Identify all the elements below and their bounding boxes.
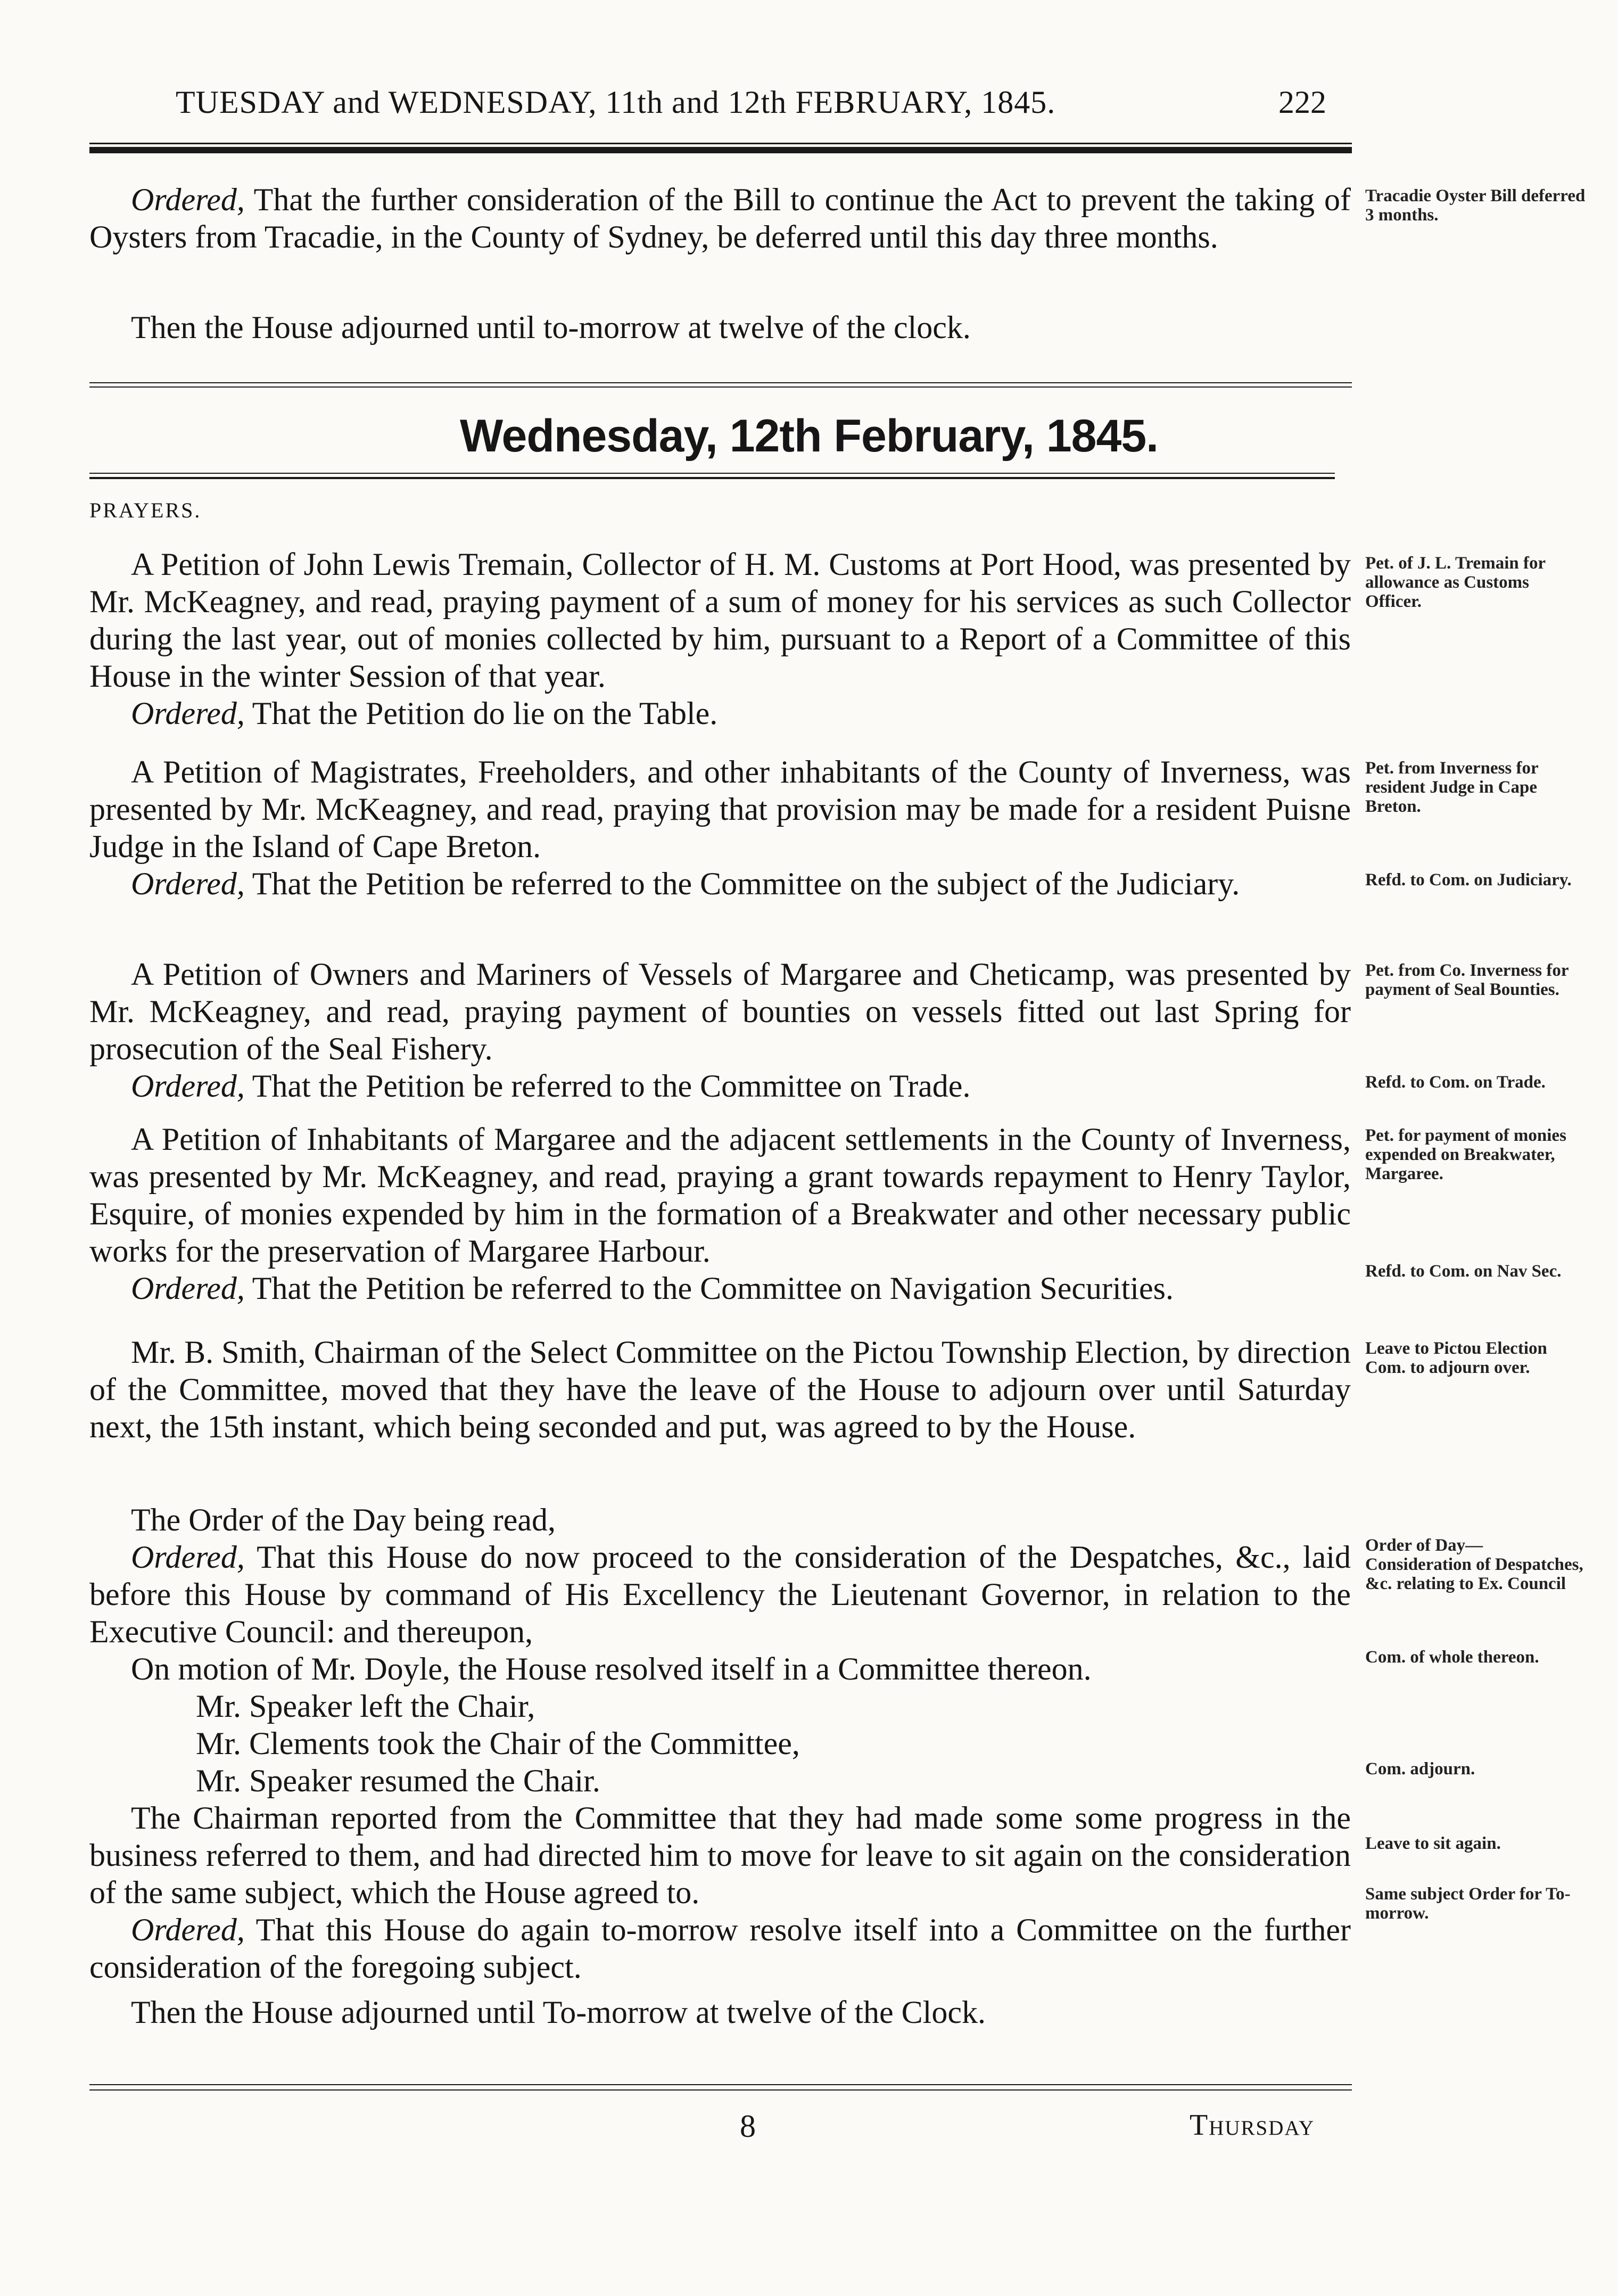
paragraph-text: A Petition of Inhabitants of Margaree and the adjacent settlements in the County of Inverness, was presented by Mr. McKeagney, and read, praying a grant towards repayment to Henry Taylor, Esquire, of monies expended by him in the formation of a Breakwater and other necessary public works for the preservation of Margaree Harbour. <box>89 1122 1351 1269</box>
order-text: That the Petition be referred to the Committee on Trade. <box>244 1068 971 1104</box>
section-rule-top-2 <box>89 386 1352 388</box>
page-number: 222 <box>1278 85 1326 120</box>
header-rule-thin <box>89 143 1352 144</box>
margin-note-breakwater: Pet. for payment of monies expended on Breakwater, Margaree. <box>1365 1126 1566 1183</box>
paragraph-text: A Petition of John Lewis Tremain, Collector of H. M. Customs at Port Hood, was presented by Mr. McKeagney, and read, praying payment of a sum of money for his services as such Collector during the last year, out of monies collected by him, pursuant to a Report of a Committee of this House in the winter Session of that year. <box>89 547 1351 694</box>
margin-note-inverness-judge: Pet. from Inverness for resident Judge in Cape Breton. <box>1365 759 1539 816</box>
paragraph-pictou-election <box>89 1334 1351 1445</box>
paragraph-text: Then the House adjourned until to-morrow at twelve of the clock. <box>131 310 971 345</box>
section-rule-bottom <box>89 473 1335 474</box>
ordered-label: Ordered, <box>131 1271 245 1306</box>
clements-chair-line: Mr. Clements took the Chair of the Committee, <box>196 1726 800 1761</box>
ordered-label: Ordered, <box>131 696 245 731</box>
section-rule-top <box>89 382 1352 383</box>
ordered-label: Ordered, <box>131 182 245 217</box>
margin-note-nav-sec: Refd. to Com. on Nav Sec. <box>1365 1262 1562 1281</box>
margin-note-tremain: Pet. of J. L. Tremain for allowance as Customs Officer. <box>1365 554 1546 611</box>
ordered-label: Ordered, <box>131 1068 245 1104</box>
paragraph-text: Mr. B. Smith, Chairman of the Select Committee on the Pictou Township Election, by direction of the Committee, moved that they have the leave of the House to adjourn over until Saturday next, the 15th instant, which being seconded and put, was agreed to by the House. <box>89 1335 1351 1444</box>
signature-mark: 8 <box>740 2109 756 2144</box>
paragraph-text: A Petition of Owners and Mariners of Vessels of Margaree and Cheticamp, was presented by Mr. McKeagney, and read, praying payment of bounties on vessels fitted out last Spring for prosecution of the Seal Fishery. <box>89 957 1351 1066</box>
order-of-day-intro: The Order of the Day being read, <box>131 1502 556 1537</box>
order-text: That this House do again to-morrow resolve itself into a Committee on the further consideration of the foregoing subject. <box>89 1912 1351 1985</box>
catchword: Thursday <box>1190 2109 1315 2142</box>
ordered-label: Ordered, <box>131 1912 245 1947</box>
paragraph-tracadie-bill <box>89 181 1351 256</box>
date-heading: Wednesday, 12th February, 1845. <box>459 410 1159 462</box>
page-header-title: TUESDAY and WEDNESDAY, 11th and 12th FEBRUARY, 1845. <box>176 85 1056 120</box>
footer-rule-1 <box>89 2084 1352 2085</box>
order-text: That this House do now proceed to the consideration of the Despatches, &c., laid before this House by command of His Excellency the Lieutenant Governor, in relation to the Executive Council: and thereupon, <box>89 1540 1351 1649</box>
margin-note-pictou: Leave to Pictou Election Com. to adjourn over. <box>1365 1339 1547 1377</box>
footer-rule-2 <box>89 2089 1352 2091</box>
margin-note-trade: Refd. to Com. on Trade. <box>1365 1073 1546 1092</box>
margin-note-tracadie: Tracadie Oyster Bill deferred 3 months. <box>1365 186 1586 225</box>
chairman-report: The Chairman reported from the Committee that they had made some some progress in the business referred to them, and had directed him to move for leave to sit again on the consideration of the same subject, which the House agreed to. <box>89 1800 1351 1910</box>
margin-note-leave-sit: Leave to sit again. <box>1365 1834 1501 1853</box>
paragraph-text: That the further consideration of the Bill to continue the Act to prevent the taking of Oysters from Tracadie, in the County of Sydney, be deferred until this day three months. <box>89 182 1351 254</box>
margin-note-same-subject: Same subject Order for To-morrow. <box>1365 1884 1571 1923</box>
margin-note-judiciary: Refd. to Com. on Judiciary. <box>1365 870 1572 890</box>
section-rule-bottom-2 <box>89 477 1335 479</box>
paragraph-inverness-judge <box>89 753 1351 902</box>
margin-note-seal-bounties: Pet. from Co. Inverness for payment of Seal Bounties. <box>1365 961 1569 999</box>
prayers-label: PRAYERS. <box>89 498 202 522</box>
paragraph-tremain-petition <box>89 546 1351 732</box>
ordered-label: Ordered, <box>131 1540 245 1575</box>
paragraph-margaree-breakwater <box>89 1121 1351 1307</box>
order-text: That the Petition be referred to the Committee on the subject of the Judiciary. <box>244 866 1240 901</box>
motion-text: On motion of Mr. Doyle, the House resolved itself in a Committee thereon. <box>131 1651 1092 1686</box>
margin-note-com-adjourn: Com. adjourn. <box>1365 1759 1475 1779</box>
order-text: That the Petition do lie on the Table. <box>244 696 718 731</box>
paragraph-adjourned-wednesday <box>89 1994 1351 2031</box>
paragraph-seal-bounties <box>89 956 1351 1105</box>
margin-note-com-whole: Com. of whole thereon. <box>1365 1648 1539 1667</box>
paragraph-text: Then the House adjourned until To-morrow at twelve of the Clock. <box>131 1995 986 2030</box>
order-text: That the Petition be referred to the Committee on Navigation Securities. <box>244 1271 1174 1306</box>
paragraph-adjourned-tuesday <box>89 309 1351 346</box>
ordered-label: Ordered, <box>131 866 245 901</box>
speaker-left-line: Mr. Speaker left the Chair, <box>196 1689 535 1724</box>
paragraph-text: A Petition of Magistrates, Freeholders, and other inhabitants of the County of Inverness, was presented by Mr. McKeagney, and read, praying that provision may be made for a resident Puisne Judge in the Island of Cape Breton. <box>89 754 1351 864</box>
header-rule-thick <box>89 147 1352 153</box>
speaker-resumed-line: Mr. Speaker resumed the Chair. <box>196 1763 600 1798</box>
margin-note-order-of-day: Order of Day— Consideration of Despatches, &c. relating to Ex. Council <box>1365 1536 1583 1593</box>
paragraph-order-of-day <box>89 1501 1351 1986</box>
